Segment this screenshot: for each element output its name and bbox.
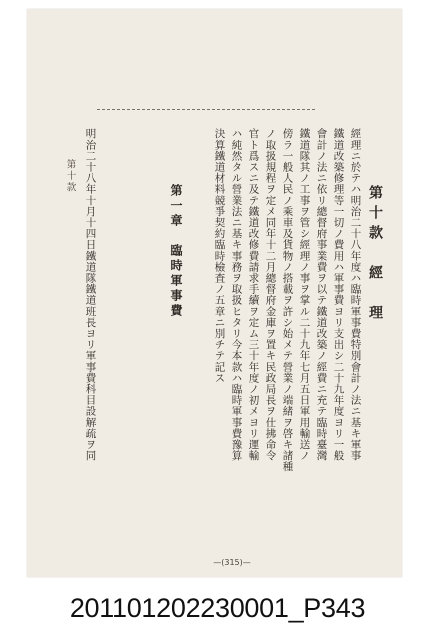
chapter-heading: 第十款 經 理 <box>367 185 383 325</box>
document-page <box>27 9 402 577</box>
section-heading: 第一章 臨時軍事費 <box>169 184 183 319</box>
section-body-line: 明治二十八年十月十四日鐵道隊鐵道班長ヨリ軍事費科目設解疏ヲ同 <box>84 128 97 461</box>
body-line: ノ取扱規程ヲ定メ同年十二月總督府金庫ヲ置キ民政局長ヲ仕拂命令 <box>264 128 277 461</box>
body-line: 決算鐵道材料競爭契約臨時檢査ノ五章ニ別チテ記ス <box>213 128 226 384</box>
body-line: 會計ノ法ニ依リ總督府事業費ヲ以テ鐵道改築ノ經費ニ充テ臨時臺灣 <box>315 128 328 461</box>
body-line: 傍ラ一般人民ノ乘車及貨物ノ搭載ヲ許シ始メテ營業ノ端緒ヲ啓キ諸種 <box>281 128 294 473</box>
body-line: 鐵道改築修理等一切ノ費用ハ軍事費ヨリ支出シ二十九年度ヨリ一般 <box>332 128 345 461</box>
body-line: 官ト爲スニ及テ鐵道改修費請求手續ヲ定ム三十年度ノ初メヨリ運輸 <box>247 128 260 461</box>
margin-label: 第十款 <box>64 159 76 194</box>
body-line: 經理ニ於テハ明治二十八年度ハ臨時軍事費特別會計ノ法ニ基キ軍事 <box>349 128 362 461</box>
body-line: 鐵道隊其ノ工事ヲ管シ經理ノ事ヲ掌ル二十九年七月五日軍用輸送ノ <box>298 128 311 461</box>
body-line: ハ純然タル營業法ニ基キ事務ヲ取扱ヒタリ今本款ハ臨時軍事費豫算 <box>230 128 243 461</box>
image-caption: 201101202230001_P343 <box>69 593 366 623</box>
decorative-divider <box>97 109 315 110</box>
page-number: —(315)— <box>213 558 251 567</box>
